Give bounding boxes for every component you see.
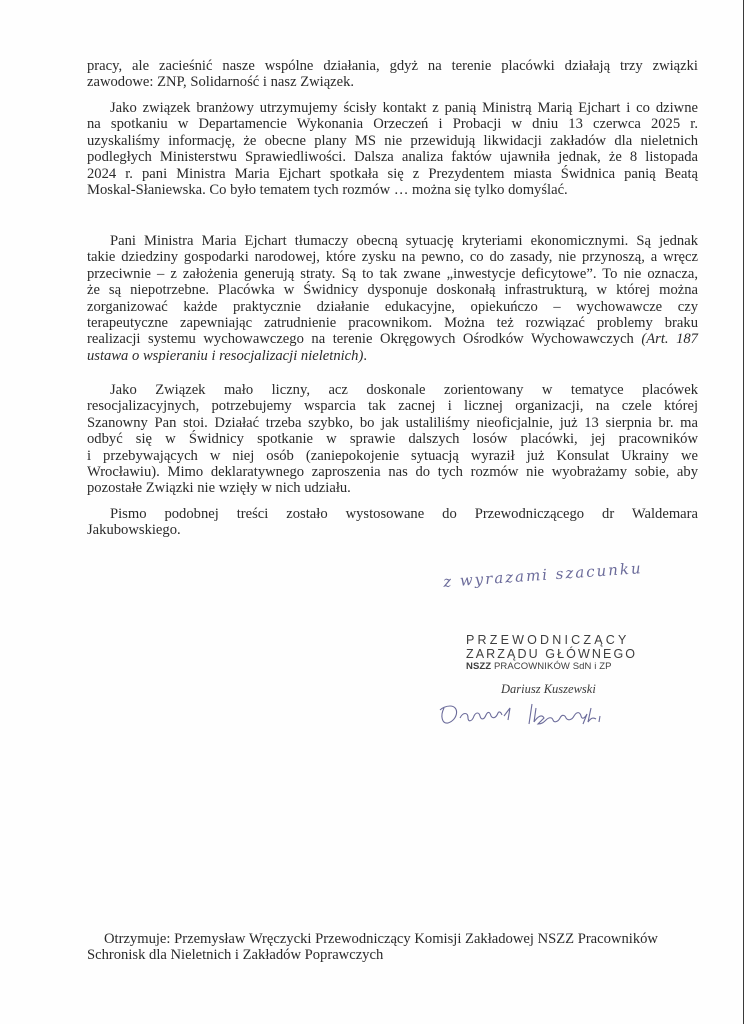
official-stamp <box>466 633 656 673</box>
scan-edge-line <box>743 0 744 1024</box>
text-line: odbyć się w Świdnicy spotkanie w sprawie dalszych losów placówki, jej pracowników <box>87 431 698 448</box>
text-line-citation <box>87 348 698 364</box>
stamp-org-abbrev: NSZZ <box>466 661 492 672</box>
recipients-line: Otrzymuje: Przemysław Wręczycki Przewodniczący Komisji Zakładowej NSZZ Pracowników <box>104 931 658 947</box>
paragraph-continuation <box>87 58 698 91</box>
text-line: uzyskaliśmy informację, że obecne plany MS nie przewidują likwidacji zakładów dla nieletnich <box>87 132 698 149</box>
text-line: że są niepotrzebne. Placówka w Świdnicy dysponuje doskonałą infrastrukturą, w której można <box>87 282 698 299</box>
text-line: Szanowny Pan stoi. Działać trzeba szybko, bo jak ustaliliśmy nieoficjalnie, już 13 sierpnia br. ma <box>87 414 698 431</box>
text-line: na spotkaniu w Departamencie Wykonania Orzeczeń i Probacji w dniu 13 czerwca 2025 r. <box>87 116 698 133</box>
text-line: zawodowe: ZNP, Solidarność i nasz Związek. <box>87 74 355 91</box>
text-line: Jako Związek mało liczny, acz doskonale zorientowany w tematyce placówek <box>110 382 698 398</box>
text-line: Wrocławiu). Mimo deklaratywnego zaproszenia nas do tych rozmów nie wyobrażamy sobie, aby <box>87 464 698 481</box>
recipients-block <box>87 931 698 964</box>
text-line: pozostałe Związki nie wzięły w nich udziału. <box>87 480 351 497</box>
paragraph-support-request <box>87 382 698 497</box>
handwritten-greeting: z wyrazami szacunku <box>442 559 644 591</box>
recipients-line: Schronisk dla Nieletnich i Zakładów Poprawczych <box>87 947 384 964</box>
text-line-with-citation <box>87 331 698 347</box>
paragraph-economic-criteria <box>87 233 698 364</box>
text-line: Pismo podobnej treści zostało wystosowane do Przewodniczącego dr Waldemara <box>110 506 698 522</box>
text-line: przeciwnie – z założenia generują straty. Są to tak zwane „inwestycje deficytowe”. To nie oznacza, <box>87 265 698 282</box>
text-line: resocjalizacyjnych, potrzebujemy wsparcia tak zacnej i licznej organizacji, na czele której <box>87 398 698 415</box>
legal-citation-end: ustawa o wspieraniu i resocjalizacji nieletnich) <box>87 347 364 364</box>
legal-citation-start: (Art. 187 <box>641 331 698 348</box>
text-line: terapeutyczne zapewniając zatrudnienie pracownikom. Można też rozwiązać problemy braku <box>87 315 698 332</box>
text-line: 2024 r. pani Ministra Maria Ejchart spotkała się z Prezydentem miasta Świdnica panią Beatą <box>87 165 698 182</box>
text-line: Jakubowskiego. <box>87 522 181 539</box>
text-line: i przebywających w niej osób (zaniepokojenie sytuacją wyraził już Konsulat Ukrainy we <box>87 447 698 464</box>
text-line: zorganizować każde praktycznie działanie edukacyjne, opiekuńczo – wychowawcze czy <box>87 298 698 315</box>
stamp-board: ZARZĄDU GŁÓWNEGO <box>466 647 638 661</box>
handwritten-signature <box>436 698 646 730</box>
text-segment: . <box>363 347 367 364</box>
text-line: podległych Ministerstwu Sprawiedliwości. Dalsza analiza faktów ujawniła jednak, że 8 listopada <box>87 149 698 166</box>
text-line: Moskal-Słaniewska. Co było tematem tych rozmów … można się tylko domyślać. <box>87 182 568 199</box>
stamp-title: PRZEWODNICZĄCY <box>466 633 630 647</box>
stamp-organization <box>466 661 656 673</box>
paragraph-similar-letter <box>87 506 698 539</box>
text-line: Jako związek branżowy utrzymujemy ścisły kontakt z panią Ministrą Marią Ejchart i co dziwne <box>110 100 698 116</box>
stamp-name: Dariusz Kuszewski <box>501 682 596 696</box>
stamp-org-name: PRACOWNIKÓW SdN i ZP <box>493 661 612 672</box>
text-segment: realizacji systemu wychowawczego na terenie Okręgowych Ośrodków Wychowawczych <box>87 331 634 348</box>
paragraph-ministry-contact <box>87 100 698 198</box>
text-line: Pani Ministra Maria Ejchart tłumaczy obecną sytuację kryteriami ekonomicznymi. Są jednak <box>110 233 698 249</box>
text-line: takie dziedziny gospodarki narodowej, które zysku na pewno, co do zasady, nie przynoszą, a wręcz <box>87 249 698 266</box>
text-line: pracy, ale zacieśnić nasze wspólne działania, gdyż na terenie placówki działają trzy związki <box>87 58 698 74</box>
